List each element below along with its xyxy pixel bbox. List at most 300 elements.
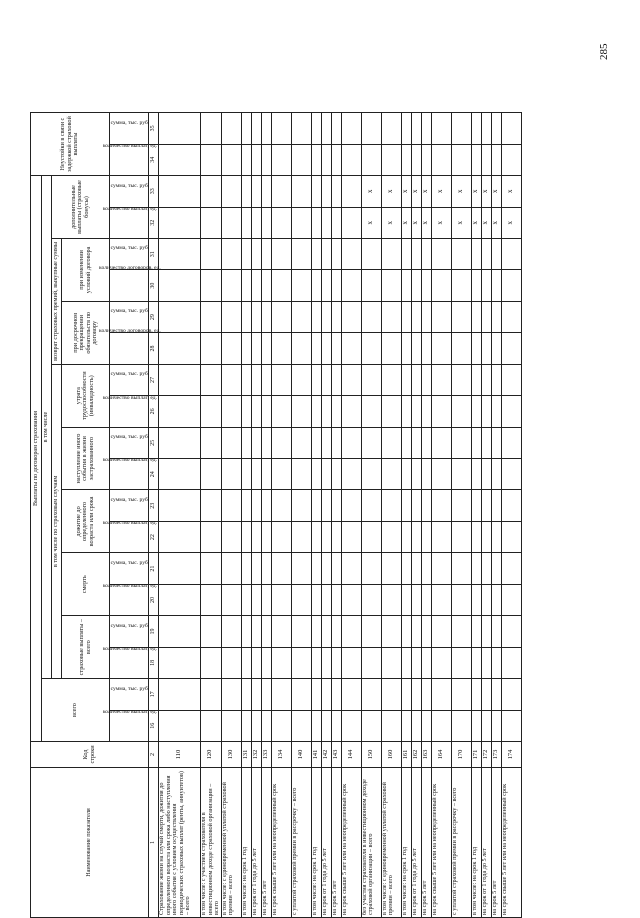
data-cell — [451, 301, 471, 332]
data-cell — [271, 490, 291, 521]
data-cell — [271, 396, 291, 427]
data-cell — [261, 459, 271, 490]
by-insured-events-header: в том числе по страховым случаям — [52, 364, 62, 678]
data-cell — [401, 396, 411, 427]
data-cell — [341, 459, 361, 490]
data-cell — [321, 490, 331, 521]
data-cell — [311, 364, 321, 395]
column-number-row — [149, 113, 159, 918]
data-cell — [321, 270, 331, 301]
data-cell — [501, 616, 521, 647]
data-cell — [431, 553, 451, 584]
row-label: без участия страхователя в инвестиционном доходе страховой организации – всего — [361, 768, 381, 918]
data-cell — [341, 584, 361, 615]
data-cell — [311, 239, 321, 270]
data-cell — [411, 490, 421, 521]
data-cell — [201, 396, 222, 427]
sum-unit-header — [110, 553, 149, 584]
data-cell — [501, 553, 521, 584]
data-cell — [331, 239, 341, 270]
data-cell — [471, 616, 481, 647]
data-cell — [471, 710, 481, 741]
unit-label: сумма, тыс. руб. — [110, 182, 149, 189]
data-cell — [501, 364, 521, 395]
data-cell — [321, 144, 331, 175]
data-cell — [431, 113, 451, 144]
row-label: в том числе: на срок 1 год — [311, 768, 321, 918]
data-cell — [491, 459, 501, 490]
data-cell — [321, 239, 331, 270]
row-label: в том числе: на срок 1 год — [471, 768, 481, 918]
table-row — [321, 113, 331, 918]
data-cell — [341, 396, 361, 427]
data-cell — [381, 113, 401, 144]
data-cell — [311, 490, 321, 521]
data-cell — [221, 364, 241, 395]
data-cell — [311, 427, 321, 458]
data-cell — [491, 521, 501, 552]
data-cell — [331, 427, 341, 458]
data-cell — [431, 647, 451, 678]
unit-label: сумма, тыс. руб. — [110, 559, 149, 566]
data-cell — [241, 584, 251, 615]
data-cell — [251, 396, 261, 427]
data-cell — [361, 113, 381, 144]
data-cell — [481, 459, 491, 490]
data-cell — [251, 113, 261, 144]
data-cell — [481, 333, 491, 364]
data-cell — [381, 710, 401, 741]
data-cell — [241, 459, 251, 490]
data-cell — [431, 616, 451, 647]
data-cell — [331, 396, 341, 427]
unit-label: количество договоров, ед. — [98, 327, 161, 334]
data-cell — [361, 521, 381, 552]
data-cell — [471, 584, 481, 615]
data-cell — [341, 679, 361, 710]
data-cell — [421, 616, 431, 647]
data-cell — [491, 616, 501, 647]
data-cell — [491, 647, 501, 678]
data-cell — [451, 553, 471, 584]
survival-header: дожитие до определенного возраста или срока — [62, 490, 110, 553]
data-cell — [261, 144, 271, 175]
data-cell — [321, 679, 331, 710]
data-cell — [271, 679, 291, 710]
data-cell — [401, 427, 411, 458]
data-cell — [431, 396, 451, 427]
data-cell — [201, 301, 222, 332]
data-cell — [421, 584, 431, 615]
column-number: 17 — [149, 679, 159, 710]
data-cell — [381, 301, 401, 332]
data-cell — [331, 270, 341, 301]
row-label: на срок от 1 года до 5 лет — [411, 768, 421, 918]
data-cell — [451, 647, 471, 678]
data-cell — [431, 490, 451, 521]
data-cell — [311, 710, 321, 741]
data-cell — [401, 459, 411, 490]
data-cell — [331, 113, 341, 144]
data-cell — [159, 584, 201, 615]
sum-unit-header — [110, 490, 149, 521]
data-cell — [321, 301, 331, 332]
column-number: 1 — [149, 768, 159, 918]
data-cell — [341, 553, 361, 584]
data-cell — [261, 113, 271, 144]
data-cell — [251, 364, 261, 395]
column-number: 26 — [149, 396, 159, 427]
data-cell — [491, 333, 501, 364]
row-code: 173 — [491, 742, 501, 768]
data-cell — [401, 270, 411, 301]
data-cell — [341, 616, 361, 647]
data-cell — [291, 427, 311, 458]
data-cell — [159, 553, 201, 584]
data-cell — [341, 710, 361, 741]
not-applicable-mark: x — [431, 176, 451, 208]
data-cell — [291, 207, 311, 238]
unit-label: сумма, тыс. руб. — [110, 308, 149, 315]
data-cell — [421, 553, 431, 584]
data-cell — [471, 521, 481, 552]
data-cell — [251, 553, 261, 584]
data-cell — [159, 459, 201, 490]
row-label: на срок от 1 года до 5 лет — [251, 768, 261, 918]
data-cell — [241, 239, 251, 270]
column-number: 33 — [149, 176, 159, 208]
data-cell — [291, 396, 311, 427]
data-cell — [159, 490, 201, 521]
data-cell — [251, 616, 261, 647]
data-cell — [341, 333, 361, 364]
data-cell — [201, 553, 222, 584]
payments-header: Выплаты по договорам страхования — [31, 176, 42, 742]
data-cell — [491, 490, 501, 521]
not-applicable-mark: x — [421, 176, 431, 208]
data-cell — [421, 679, 431, 710]
data-cell — [241, 679, 251, 710]
sum-unit-header — [110, 364, 149, 395]
unit-label: количество выплат, ед. — [102, 646, 157, 653]
data-cell — [311, 176, 321, 208]
row-label: на срок 5 лет — [261, 768, 271, 918]
not-applicable-mark: x — [481, 207, 491, 238]
data-cell — [241, 144, 251, 175]
data-cell — [501, 396, 521, 427]
data-cell — [271, 301, 291, 332]
data-cell — [481, 427, 491, 458]
data-cell — [221, 584, 241, 615]
data-cell — [291, 521, 311, 552]
data-cell — [421, 301, 431, 332]
data-cell — [471, 301, 481, 332]
not-applicable-mark: x — [471, 207, 481, 238]
data-cell — [251, 301, 261, 332]
data-cell — [381, 396, 401, 427]
data-cell — [311, 301, 321, 332]
not-applicable-mark: x — [471, 176, 481, 208]
data-cell — [401, 301, 411, 332]
data-cell — [361, 616, 381, 647]
table-row — [331, 113, 341, 918]
data-cell — [451, 113, 471, 144]
data-cell — [331, 553, 341, 584]
data-cell — [251, 710, 261, 741]
column-number: 20 — [149, 584, 159, 615]
data-cell — [311, 553, 321, 584]
data-cell — [471, 490, 481, 521]
data-cell — [381, 679, 401, 710]
data-cell — [241, 710, 251, 741]
additional-payments-header: дополнительные выплаты (страховые бонусы) — [52, 176, 110, 239]
data-cell — [481, 521, 491, 552]
table-row — [221, 113, 241, 918]
data-cell — [271, 553, 291, 584]
unit-label: сумма, тыс. руб. — [110, 245, 149, 252]
row-label: на срок 5 лет — [421, 768, 431, 918]
data-cell — [251, 239, 261, 270]
row-code: 150 — [361, 742, 381, 768]
data-cell — [401, 333, 411, 364]
table-row — [501, 113, 521, 918]
unit-label: количество выплат, ед. — [102, 457, 157, 464]
data-cell — [321, 113, 331, 144]
data-cell — [411, 113, 421, 144]
data-cell — [241, 364, 251, 395]
data-cell — [451, 270, 471, 301]
data-cell — [201, 616, 222, 647]
data-cell — [159, 113, 201, 144]
data-cell — [431, 710, 451, 741]
data-cell — [159, 710, 201, 741]
data-cell — [261, 647, 271, 678]
not-applicable-mark: x — [481, 176, 491, 208]
data-cell — [271, 144, 291, 175]
data-cell — [241, 647, 251, 678]
not-applicable-mark: x — [361, 207, 381, 238]
data-cell — [361, 364, 381, 395]
data-cell — [361, 396, 381, 427]
data-cell — [381, 270, 401, 301]
column-number: 32 — [149, 207, 159, 238]
data-cell — [491, 270, 501, 301]
data-cell — [271, 710, 291, 741]
data-cell — [401, 710, 411, 741]
column-number: 35 — [149, 113, 159, 144]
data-cell — [321, 207, 331, 238]
data-cell — [311, 333, 321, 364]
data-cell — [491, 144, 501, 175]
data-cell — [451, 490, 471, 521]
data-cell — [501, 239, 521, 270]
row-label: в том числе: на срок 1 год — [401, 768, 411, 918]
row-label: на срок 5 лет — [331, 768, 341, 918]
data-cell — [381, 584, 401, 615]
data-cell — [451, 333, 471, 364]
data-cell — [261, 710, 271, 741]
data-cell — [159, 616, 201, 647]
data-cell — [291, 710, 311, 741]
column-number: 21 — [149, 553, 159, 584]
data-cell — [431, 144, 451, 175]
table-row — [241, 113, 251, 918]
data-cell — [411, 647, 421, 678]
column-number: 25 — [149, 427, 159, 458]
data-cell — [221, 521, 241, 552]
early-termination-header: при досрочном прекращении обязательств по договору — [62, 301, 110, 364]
payments-table — [30, 112, 522, 918]
data-cell — [401, 239, 411, 270]
data-cell — [291, 144, 311, 175]
data-cell — [321, 616, 331, 647]
row-label: на срок свыше 5 лет или на неопределенный срок — [501, 768, 521, 918]
data-cell — [251, 144, 261, 175]
data-cell — [361, 459, 381, 490]
data-cell — [221, 301, 241, 332]
data-cell — [201, 679, 222, 710]
column-number: 34 — [149, 144, 159, 175]
data-cell — [341, 113, 361, 144]
unit-label: сумма, тыс. руб. — [110, 496, 149, 503]
data-cell — [201, 113, 222, 144]
table-row — [411, 113, 421, 918]
page-number: 285 — [598, 43, 610, 60]
not-applicable-mark: x — [411, 207, 421, 238]
data-cell — [501, 301, 521, 332]
data-cell — [431, 364, 451, 395]
data-cell — [271, 239, 291, 270]
table-row — [431, 113, 451, 918]
data-cell — [271, 616, 291, 647]
data-cell — [341, 176, 361, 208]
data-cell — [159, 427, 201, 458]
data-cell — [411, 270, 421, 301]
data-cell — [431, 333, 451, 364]
total-header: всего — [42, 679, 110, 742]
insurance-payments-total-header: страховые выплаты – всего — [62, 616, 110, 679]
data-cell — [381, 553, 401, 584]
row-code: 163 — [421, 742, 431, 768]
data-cell — [481, 647, 491, 678]
data-cell — [251, 490, 261, 521]
data-cell — [431, 427, 451, 458]
sum-unit-header — [110, 176, 149, 208]
data-cell — [421, 427, 431, 458]
unit-label: количество выплат, ед. — [102, 143, 157, 150]
data-cell — [321, 176, 331, 208]
data-cell — [491, 710, 501, 741]
data-cell — [261, 176, 271, 208]
data-cell — [361, 144, 381, 175]
data-cell — [501, 490, 521, 521]
data-cell — [331, 521, 341, 552]
row-code: 170 — [451, 742, 471, 768]
sum-unit-header — [110, 427, 149, 458]
unit-label: количество выплат, ед. — [102, 394, 157, 401]
data-cell — [451, 584, 471, 615]
data-cell — [241, 333, 251, 364]
row-code: 140 — [291, 742, 311, 768]
data-cell — [411, 616, 421, 647]
not-applicable-mark: x — [421, 207, 431, 238]
column-number: 2 — [149, 742, 159, 768]
row-label: на срок свыше 5 лет или на неопределенный срок — [341, 768, 361, 918]
table-row — [471, 113, 481, 918]
data-cell — [421, 270, 431, 301]
data-cell — [381, 521, 401, 552]
data-cell — [159, 207, 201, 238]
data-cell — [159, 144, 201, 175]
data-cell — [341, 239, 361, 270]
sum-unit-header — [110, 616, 149, 647]
row-code: 133 — [261, 742, 271, 768]
data-cell — [291, 647, 311, 678]
data-cell — [271, 113, 291, 144]
data-cell — [221, 113, 241, 144]
data-cell — [401, 144, 411, 175]
data-cell — [311, 113, 321, 144]
data-cell — [331, 710, 341, 741]
row-code: 130 — [221, 742, 241, 768]
data-cell — [201, 427, 222, 458]
data-cell — [261, 270, 271, 301]
unit-label: количество выплат, ед. — [102, 583, 157, 590]
table-row — [251, 113, 261, 918]
data-cell — [361, 584, 381, 615]
data-cell — [311, 679, 321, 710]
data-cell — [501, 459, 521, 490]
contract-change-header: при изменении условий договора — [62, 239, 110, 302]
not-applicable-mark: x — [411, 176, 421, 208]
data-cell — [361, 270, 381, 301]
data-cell — [261, 521, 271, 552]
table-row — [381, 113, 401, 918]
data-cell — [341, 301, 361, 332]
penalties-header: Неустойки в связи с задержкой страховой выплаты — [31, 113, 110, 176]
data-cell — [311, 207, 321, 238]
data-cell — [401, 521, 411, 552]
data-cell — [471, 239, 481, 270]
data-cell — [381, 427, 401, 458]
data-cell — [501, 333, 521, 364]
data-cell — [491, 239, 501, 270]
data-cell — [421, 459, 431, 490]
data-cell — [411, 239, 421, 270]
row-label: на срок свыше 5 лет или на неопределенный срок — [271, 768, 291, 918]
data-cell — [481, 239, 491, 270]
data-cell — [491, 427, 501, 458]
data-cell — [471, 553, 481, 584]
data-cell — [221, 144, 241, 175]
data-cell — [501, 144, 521, 175]
data-cell — [451, 239, 471, 270]
row-code: 161 — [401, 742, 411, 768]
data-cell — [501, 270, 521, 301]
data-cell — [201, 647, 222, 678]
unit-label: количество выплат, ед. — [102, 709, 157, 716]
row-code: 131 — [241, 742, 251, 768]
data-cell — [241, 176, 251, 208]
data-cell — [341, 270, 361, 301]
unit-label: сумма, тыс. руб. — [110, 370, 149, 377]
data-cell — [481, 113, 491, 144]
data-cell — [311, 647, 321, 678]
data-cell — [471, 364, 481, 395]
data-cell — [401, 616, 411, 647]
data-cell — [341, 207, 361, 238]
not-applicable-mark: x — [361, 176, 381, 208]
